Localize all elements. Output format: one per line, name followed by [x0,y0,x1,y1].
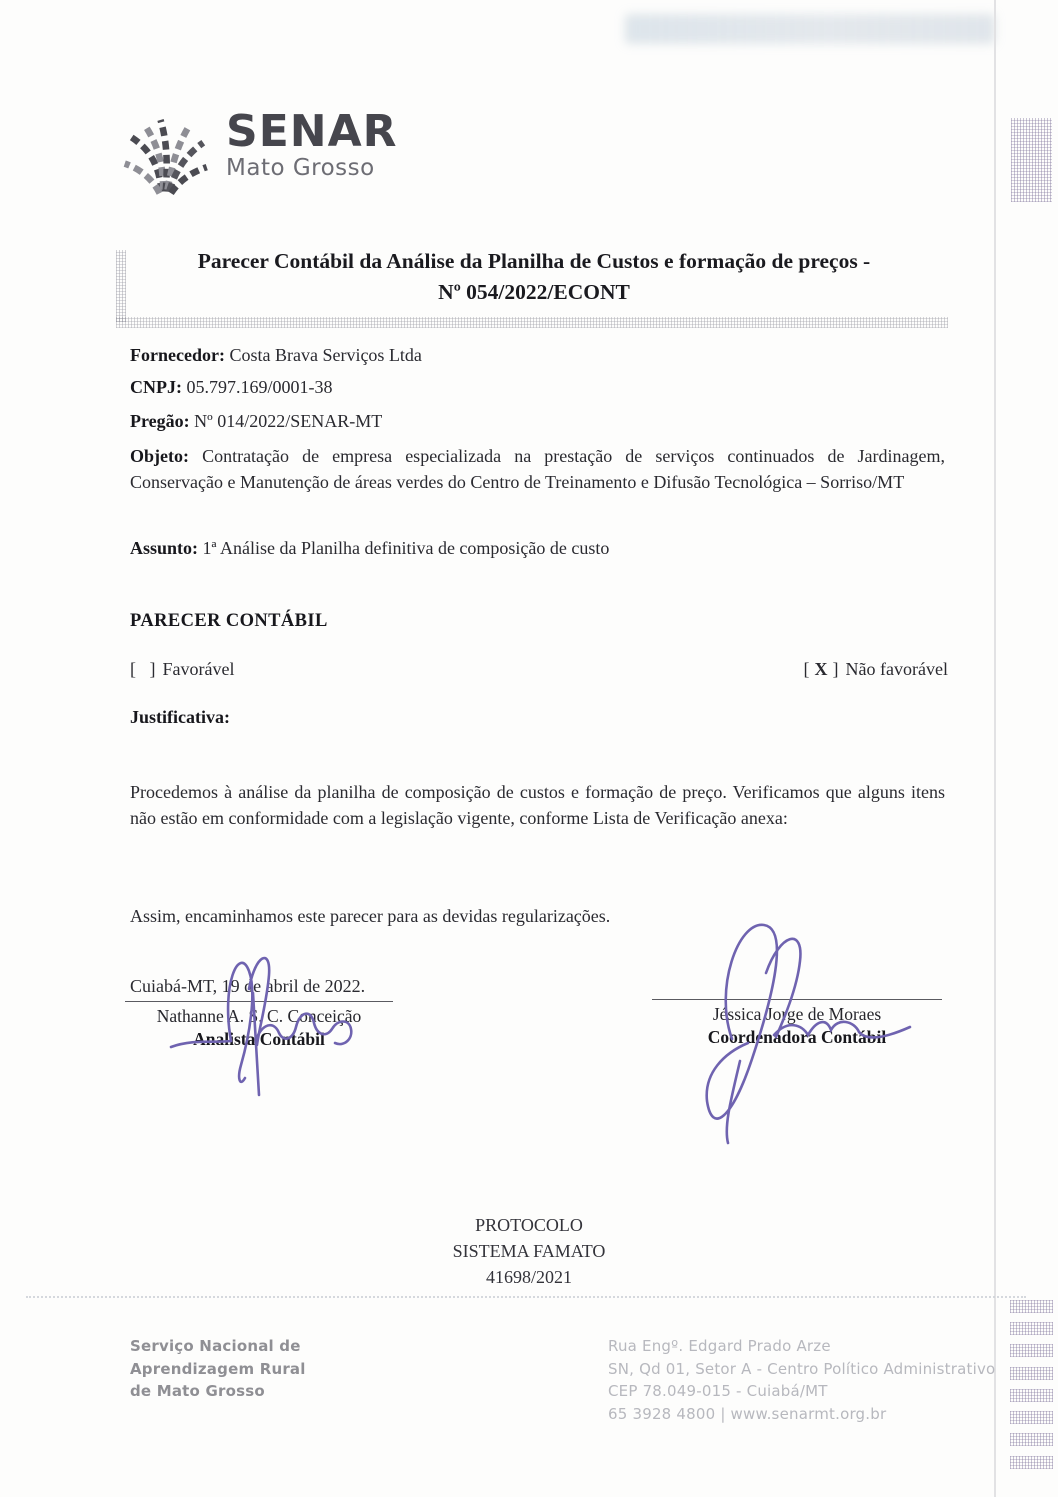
signature-block-coordenadora [652,999,942,1048]
fornecedor-label: Fornecedor: [130,345,225,365]
title-line-2: Nº 054/2022/ECONT [438,279,630,304]
document-title-block [122,246,946,328]
checkbox-favoravel-box: [ ] [130,659,156,679]
field-fornecedor [130,345,945,366]
title-underline-hatch [116,317,948,328]
assunto-label: Assunto: [130,538,199,558]
parecer-heading: PARECER CONTÁBIL [130,611,328,631]
footer-address-line: SN, Qd 01, Setor A - Centro Político Administrativo [608,1359,996,1378]
pregao-label: Pregão: [130,411,190,431]
date-line: Cuiabá-MT, 19 de abril de 2022. [130,976,366,996]
scan-hatch-artifact [1010,1456,1053,1469]
checkbox-nao-favoravel-mark: X [814,659,828,679]
footer-address-line: 65 3928 4800 | www.senarmt.org.br [608,1404,887,1423]
scan-hatch-artifact [1010,1300,1053,1313]
document-title [122,246,946,307]
footer-organization [130,1335,306,1403]
wheat-icon [116,110,212,203]
scan-hatch-artifact [1010,1411,1053,1424]
signature-line [652,999,942,1000]
scan-hatch-artifact [1010,1433,1053,1446]
cnpj-label: CNPJ: [130,377,182,397]
justification-paragraph: Procedemos à análise da planilha de composição de custos e formação de preço. Verificamos que alguns itens não estão em conformidade com a legislação vigente, conforme Lista de Verificação anexa: [130,782,945,829]
closing-paragraph: Assim, encaminhamos este parecer para as devidas regularizações. [130,906,611,926]
cnpj-value: 05.797.169/0001-38 [186,377,333,397]
objeto-label: Objeto: [130,446,189,466]
title-left-hatch [116,250,126,322]
checkbox-nao-favoravel-open: [ [803,659,810,679]
footer-address [608,1335,995,1425]
field-objeto [130,443,945,496]
scan-hatch-artifact [1010,1367,1053,1380]
title-line-1: Parecer Contábil da Análise da Planilha de Custos e formação de preços - [197,249,871,273]
footer-address-line: CEP 78.049-015 - Cuiabá/MT [608,1382,828,1400]
objeto-value: Contratação de empresa especializada na prestação de serviços continuados de Jardinagem, Conservação e Manutenção de áreas verdes do Centro de Treinamento e Difusão Tecnológica – Sorriso/MT [130,446,945,493]
checkbox-nao-favoravel [804,659,948,680]
scan-hatch-artifact [1010,1322,1053,1335]
field-cnpj [130,377,945,398]
footer-org-line: Aprendizagem Rural [130,1359,306,1378]
scan-hatch-artifact [1011,118,1052,202]
checkbox-favoravel-label: Favorável [162,659,235,679]
protocol-line-3: 41698/2021 [485,1267,572,1288]
signature-block-analista [125,1001,393,1050]
signer-role: Analista Contábil [193,1029,325,1049]
checkbox-favoravel [130,659,234,680]
checkbox-nao-favoravel-close: ] [832,659,839,679]
senar-logo [116,106,398,203]
field-pregao [130,411,945,432]
logo-region-text: Mato Grosso [226,155,375,181]
checkbox-nao-favoravel-label: Não favorável [845,659,948,679]
scan-hatch-artifact [1010,1344,1053,1357]
assunto-value: 1ª Análise da Planilha definitiva de composição de custo [202,538,610,558]
footer-address-line: Rua Engº. Edgard Prado Arze [608,1337,831,1355]
signature-line [125,1001,393,1002]
scan-smudge-artifact [625,14,995,44]
opinion-options-row [130,659,948,680]
field-assunto [130,538,945,559]
footer-org-line: de Mato Grosso [130,1382,265,1400]
protocol-stamp [0,1212,1058,1290]
signer-name: Jéssica Jorge de Moraes [712,1004,882,1024]
justificativa-label: Justificativa: [130,707,230,727]
protocol-line-2: SISTEMA FAMATO [452,1241,606,1262]
protocol-line-1: PROTOCOLO [475,1215,583,1235]
footer-org-line: Serviço Nacional de [130,1337,301,1355]
fornecedor-value: Costa Brava Serviços Ltda [229,345,422,365]
signer-role: Coordenadora Contábil [707,1027,887,1047]
scan-hatch-artifact [1010,1389,1053,1402]
signer-name: Nathanne A. S. C. Conceição [156,1006,362,1026]
logo-brand-text: SENAR [226,106,398,157]
pregao-value: Nº 014/2022/SENAR-MT [194,411,383,431]
footer-divider [26,1296,1026,1298]
